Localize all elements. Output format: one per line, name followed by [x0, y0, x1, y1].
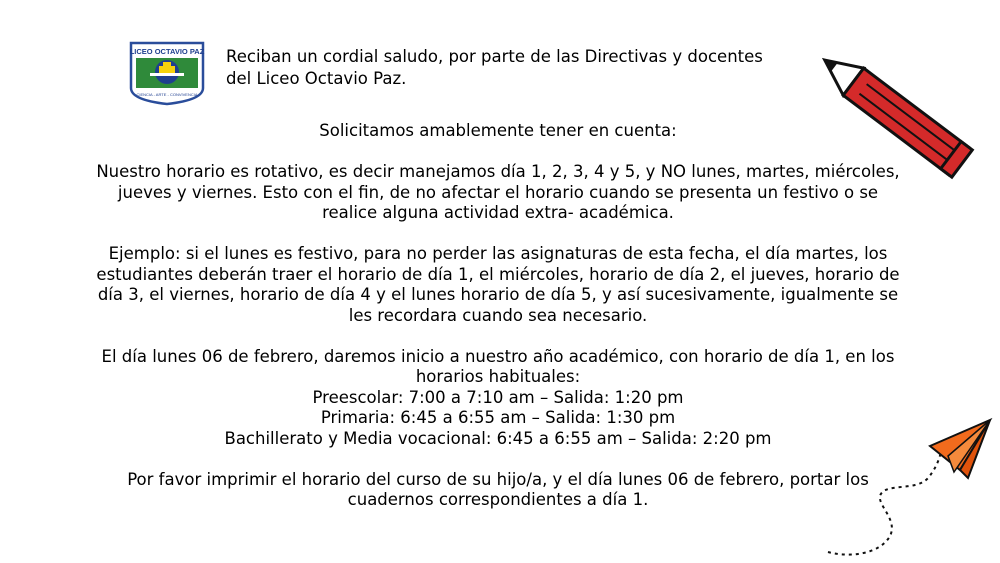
schedule-primaria: Primaria: 6:45 a 6:55 am – Salida: 1:30 pm — [320, 408, 676, 427]
rotation-line: Nuestro horario es rotativo, es decir manejamos día 1, 2, 3, 4 y 5, y NO lunes, martes, miércoles, — [96, 162, 900, 181]
request-text: Solicitamos amablemente tener en cuenta: — [319, 121, 677, 140]
closing-line: Por favor imprimir el horario del curso de su hijo/a, y el día lunes 06 de febrero, portar los — [127, 469, 869, 489]
logo-name: LICEO OCTAVIO PAZ — [129, 47, 205, 56]
greeting-line: Reciban un cordial saludo, por parte de las Directivas y docentes — [226, 47, 763, 66]
closing-line: cuadernos correspondientes a día 1. — [347, 490, 649, 509]
example-line: día 3, el viernes, horario de día 4 y el lunes horario de día 5, y así sucesivamente, igualmente se — [97, 285, 899, 304]
example-line: estudiantes deberán traer el horario de día 1, el miércoles, horario de día 2, el jueves, horario de — [96, 264, 900, 284]
schedule-bachillerato: Bachillerato y Media vocacional: 6:45 a 6:55 am – Salida: 2:20 pm — [224, 428, 772, 448]
rotation-line: realice alguna actividad extra- académica. — [322, 203, 674, 222]
rotation-line: jueves y viernes. Esto con el fin, de no afectar el horario cuando se presenta un festivo o se — [117, 182, 879, 202]
logo-motto: CIENCIA - ARTE - CONVIVENCIA — [136, 92, 198, 97]
greeting-line: del Liceo Octavio Paz. — [226, 69, 407, 88]
start-line: El día lunes 06 de febrero, daremos inicio a nuestro año académico, con horario de día 1, en los — [101, 346, 895, 366]
pencil-icon — [795, 38, 995, 188]
example-line: les recordara cuando sea necesario. — [348, 305, 648, 325]
school-logo — [128, 40, 206, 106]
greeting — [226, 46, 806, 90]
start-line: horarios habituales: — [415, 367, 581, 386]
paper-plane-icon — [820, 408, 1000, 563]
schedule-preescolar: Preescolar: 7:00 a 7:10 am – Salida: 1:20 pm — [312, 387, 684, 407]
example-line: Ejemplo: si el lunes es festivo, para no perder las asignaturas de esta fecha, el día martes, los — [108, 244, 888, 263]
